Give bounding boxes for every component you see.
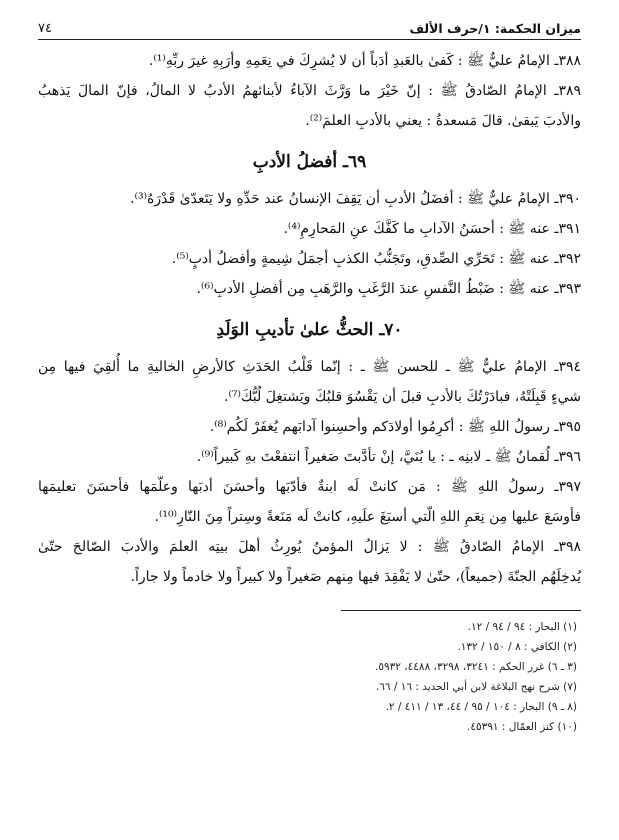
- hadith-393: ٣٩٣ـ عنه ﷺ : ضَبْطُ النَّفسِ عندَ الرَّغَبِ والرَّهَبِ مِن أفضلِ الأدبِ⁽⁶⁾.: [196, 281, 581, 297]
- hadith-397-line-2: فأوسَعَ عليها مِن نِعَمِ اللهِ الّتي أسبَغَ علَيهِ، كانتْ لَه مَنَعةً وسِتراً مِنَ النّارِ⁽¹⁰⁾.: [154, 509, 581, 525]
- hadith-398-line-1: ٣٩٨ـ الإمامُ الصّادقُ ﷺ : لا يَزالُ المؤمنُ يُورِثُ أهلَ بيتِه العلمَ والأدبَ الصّالحَ حتّىٰ: [38, 539, 581, 555]
- footnote-3-6: (٣ ـ ٦) غرر الحكم : ٣٢٤١، ٣٢٩٨، ٤٤٨٨، ٥٩٣٢.: [375, 661, 577, 673]
- footnote-2: (٢) الكافي : ٨ / ١٥٠ / ١٣٢.: [457, 641, 577, 653]
- footnote-divider: [341, 610, 581, 611]
- body-text: [38, 46, 581, 592]
- footnote-1: (١) البحار : ٩٤ / ٩٤ / ١٢.: [467, 621, 577, 633]
- hadith-389-line-1: ٣٨٩ـ الإمامُ الصّادقُ ﷺ : إنّ خَيْرَ ما وَرَّثَ الآباءُ لأبنائهمُ الأدبُ لا المالُ، فإنّ المالَ يَذهبُ: [38, 83, 581, 99]
- hadith-398-line-2: يُدخِلَهُم الجنّةَ (جميعاً)، حتّىٰ لا يَفْقِدَ فيها مِنهم صَغيراً ولا كبيراً ولا خادماً ولا جاراً.: [130, 569, 581, 585]
- hadith-397-line-1: ٣٩٧ـ رسولُ اللهِ ﷺ : مَن كانتْ لَه ابنةٌ فأدّبَها وأحسَنَ أدبَها وعلّمَها فأحسَنَ تعليمَها: [38, 479, 581, 495]
- hadith-392: ٣٩٢ـ عنه ﷺ : تَحَرِّي الصِّدقِ، وتَجَنُّبُ الكذبِ أجمَلُ شِيمةٍ وأفضلُ أدبٍ⁽⁵⁾.: [171, 251, 581, 267]
- hadith-394-line-2: شيءٍ قَبِلَتْهُ، فبادَرْتُكَ بالأدبِ قبلَ أن يَقْسُوَ قلبُكَ ويَشتغِلَ لُبُّكَ⁽⁷⁾.: [224, 389, 581, 405]
- page-number: ٧٤: [38, 21, 52, 36]
- footnote-8-9: (٨ ـ ٩) البحار : ١٠٤ / ٩٥ / ٤٤، ١٣ / ٤١١ / ٢.: [385, 701, 577, 713]
- page: [38, 10, 581, 830]
- footnote-7: (٧) شرح نهج البلاغة لابن أبي الحديد : ١٦ / ٦٦.: [375, 681, 577, 693]
- hadith-396: ٣٩٦ـ لُقمانُ ﷺ ـ لابنِه ـ : يا بُنَيَّ، إنْ تأدَّبتَ صَغيراً انتفعْتَ بهِ كَبيراً⁽⁹⁾.: [196, 449, 581, 465]
- footnotes: [38, 617, 581, 737]
- hadith-390: ٣٩٠ـ الإمامُ عليٌّ ﷺ : أفضَلُ الأدبِ أن يَقِفَ الإنسانُ عند حَدِّهِ ولا يَتَعدّىٰ قَدْرَهُ⁽³⁾.: [130, 191, 581, 207]
- running-title: ميزان الحكمة: ١/حرف الألف: [409, 21, 581, 36]
- hadith-391: ٣٩١ـ عنه ﷺ : أحسَنُ الآدابِ ما كَفَّكَ عنِ المَحارِمِ⁽⁴⁾.: [283, 221, 581, 237]
- hadith-388: ٣٨٨ـ الإمامُ عليٌّ ﷺ : كَفىٰ بالعَبدِ أدَباً أن لا يُشرِكَ في نِعَمِهِ وأرَبِهِ غيرَ ربِّهِ⁽¹⁾.: [148, 53, 581, 69]
- hadith-395: ٣٩٥ـ رسولُ اللهِ ﷺ : أكرِمُوا أولادَكم وأحسِنوا آدابَهم يُغفَرْ لَكُم⁽⁸⁾.: [209, 419, 581, 435]
- section-heading-70: ٧٠ـ الحثُّ علىٰ تأديبِ الوَلَدِ: [216, 320, 403, 340]
- section-heading-69: ٦٩ـ أفضلُ الأدبِ: [252, 152, 367, 172]
- footnote-10: (١٠) كنز العمّال : ٤٥٣٩١.: [467, 721, 577, 733]
- page-header: [38, 10, 581, 40]
- hadith-389-line-2: والأدبَ يَبقىٰ. قالَ مَسعدةُ : يعني بالأدبِ العلمَ⁽²⁾.: [305, 113, 581, 129]
- hadith-394-line-1: ٣٩٤ـ الإمامُ عليٌّ ﷺ ـ للحسن ﷺ ـ : إنّما قَلْبُ الحَدَثِ كالأرضِ الخاليةِ ما أُلقِيَ فيها مِن: [38, 359, 581, 375]
